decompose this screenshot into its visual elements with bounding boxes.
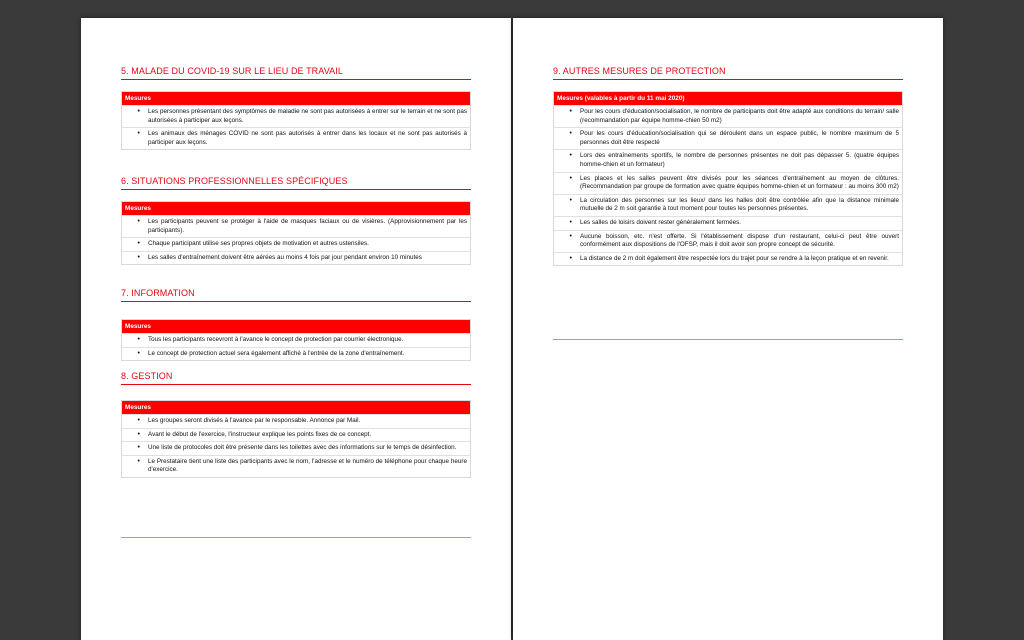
measures-header: Mesures	[122, 202, 470, 215]
bullet-icon: •	[137, 417, 140, 424]
bullet-icon: •	[569, 130, 572, 138]
bullet-icon: •	[569, 152, 572, 160]
document-page-left	[81, 18, 511, 640]
bullet-icon: •	[137, 108, 140, 115]
bullet-icon: •	[137, 430, 140, 438]
list-item: • Les participants peuvent se protéger à l'aide de masques faciaux ou de visières. (Approvisionnement par les participants).	[122, 215, 470, 237]
list-item: • Tous les participants recevront à l'avance le concept de protection par courrier électronique.	[122, 333, 470, 347]
measures-header: Mesures	[122, 320, 470, 333]
list-item: • Les animaux des ménages COVID ne sont pas autorisés à entrer dans les locaux et ne sont pas autorisés à participer aux leçons.	[122, 127, 470, 149]
bullet-icon: •	[137, 444, 140, 452]
bullet-icon: •	[137, 336, 140, 343]
measures-table	[121, 201, 471, 265]
section-other-measures	[553, 66, 903, 266]
measures-table	[121, 319, 471, 361]
list-item: • La distance de 2 m doit également être respectée lors du trajet pour se rendre à la leçon pratique et en revenir.	[554, 252, 902, 266]
list-item: • Les places et les salles peuvent être divisés pour les séances d'entraînement au moyen de clôtures. (Recommandation par groupe de formation avec quatre équipes homme-chien et un formateur : au moins 300 m2)	[554, 172, 902, 194]
document-page-right	[513, 18, 943, 640]
bullet-icon: •	[137, 130, 140, 138]
section-title: 5. MALADE DU COVID-19 SUR LE LIEU DE TRAVAIL	[121, 66, 471, 80]
bullet-icon: •	[137, 240, 140, 248]
list-item: • La circulation des personnes sur les lieux/ dans les halles doit être contrôlée afin que la distance minimale mutuelle de 2 m soit garantie à tout moment pour toutes les personnes présentes.	[554, 194, 902, 216]
section-title: 6. SITUATIONS PROFESSIONNELLES SPÉCIFIQUES	[121, 176, 471, 190]
measures-table	[121, 400, 471, 478]
bullet-icon: •	[569, 254, 572, 262]
list-item: • Pour les cours d'éducation/socialisation qui se déroulent dans un espace public, le nombre maximum de 5 personnes doit être respecté	[554, 127, 902, 149]
list-item: • Aucune boisson, etc. n'est offerte. Si l'établissement dispose d'un restaurant, celui-ci peut être ouvert conformément aux dispositions de l'OFSP, mais il doit avoir son propre concept de sécurité.	[554, 230, 902, 252]
measures-table	[121, 91, 471, 150]
section-title: 7. INFORMATION	[121, 288, 471, 302]
bullet-icon: •	[569, 196, 572, 204]
measures-table	[553, 91, 903, 266]
list-item: • Lors des entraînements sportifs, le nombre de personnes présentes ne doit pas dépasser 5. (quatre équipes homme-chien et un formateur)	[554, 149, 902, 171]
bullet-icon: •	[569, 174, 572, 182]
list-item: • Avant le début de l'exercice, l'instructeur explique les points fixes de ce concept.	[122, 428, 470, 442]
page-end-divider	[121, 537, 471, 538]
list-item: • Le Prestataire tient une liste des participants avec le nom, l'adresse et le numéro de téléphone pour chaque heure d'exercice.	[122, 455, 470, 477]
section-information	[121, 288, 471, 361]
section-title: 9. AUTRES MESURES DE PROTECTION	[553, 66, 903, 80]
list-item: • Pour les cours d'éducation/socialisation, le nombre de participants doit être adapté aux conditions du terrain/ salle (recommandation par équipe homme-chien 50 m2)	[554, 105, 902, 127]
list-item: • Les salles de loisirs doivent rester généralement fermées.	[554, 216, 902, 230]
bullet-icon: •	[137, 253, 140, 261]
section-title: 8. GESTION	[121, 371, 471, 385]
bullet-icon: •	[137, 349, 140, 357]
list-item: • Une liste de protocoles doit être présente dans les toilettes avec des informations sur le temps de désinfection.	[122, 441, 470, 455]
measures-header: Mesures (valables à partir du 11 mai 2020)	[554, 92, 902, 105]
bullet-icon: •	[569, 232, 572, 240]
section-gestion	[121, 371, 471, 478]
page-end-divider	[553, 339, 903, 340]
bullet-icon: •	[569, 108, 572, 115]
section-covid-workplace	[121, 66, 471, 150]
bullet-icon: •	[569, 218, 572, 226]
measures-header: Mesures	[122, 92, 470, 105]
list-item: • Les groupes seront divisés à l'avance par le responsable. Annonce par Mail.	[122, 414, 470, 428]
bullet-icon: •	[137, 218, 140, 225]
measures-header: Mesures	[122, 401, 470, 414]
list-item: • Les salles d'entraînement doivent être aérées au moins 4 fois par jour pendant environ 10 minutes	[122, 251, 470, 265]
list-item: • Le concept de protection actuel sera également affiché à l'entrée de la zone d'entraînement.	[122, 347, 470, 361]
list-item: • Chaque participant utilise ses propres objets de motivation et autres ustensiles.	[122, 237, 470, 251]
section-specific-situations	[121, 176, 471, 265]
bullet-icon: •	[137, 457, 140, 465]
list-item: • Les personnes présentant des symptômes de maladie ne sont pas autorisées à entrer sur le terrain et ne sont pas autorisées à participer aux leçons.	[122, 105, 470, 127]
